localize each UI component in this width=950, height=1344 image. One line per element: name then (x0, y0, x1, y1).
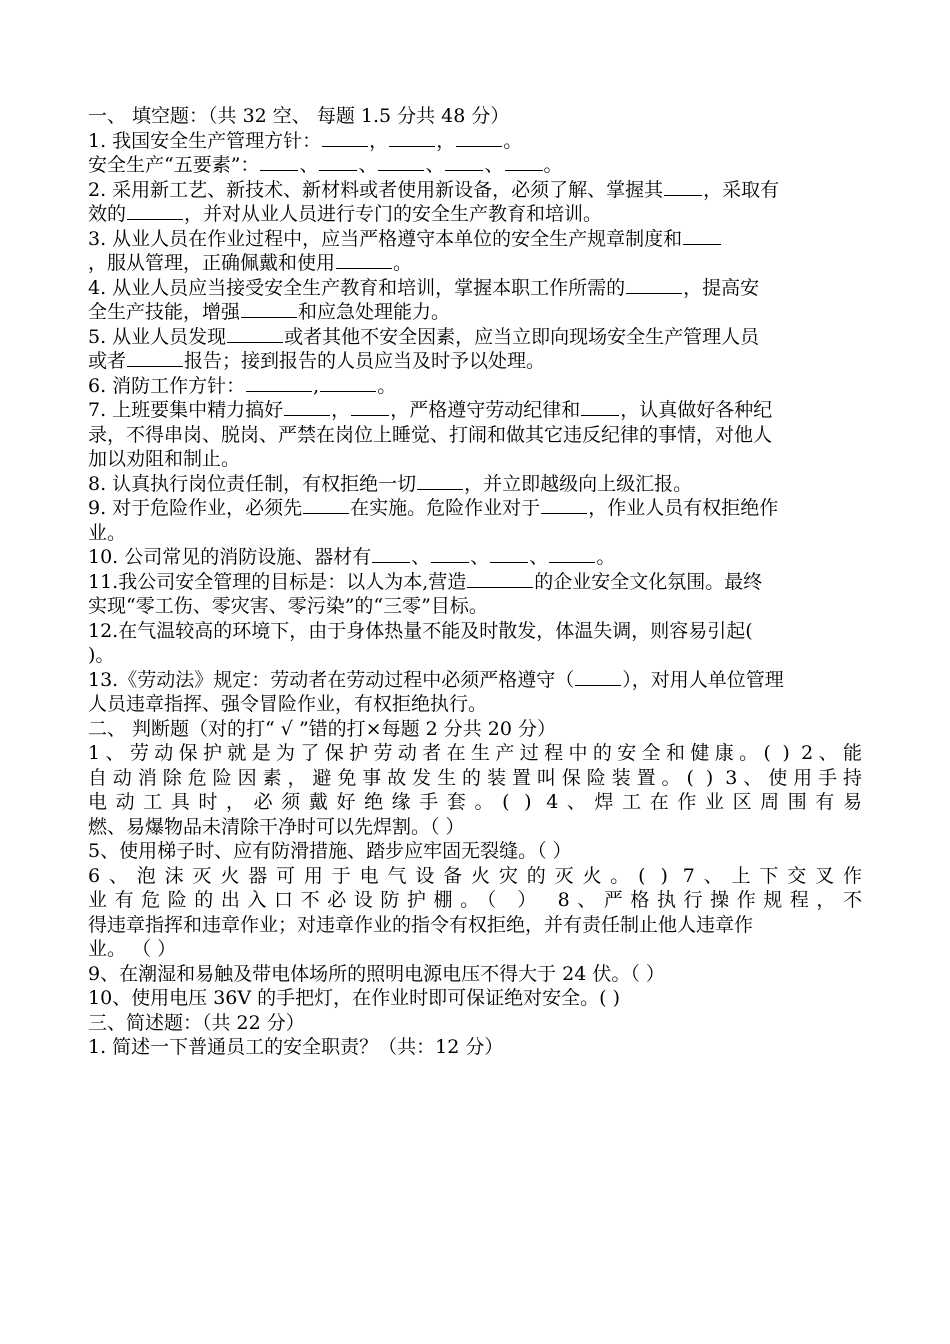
blank[interactable] (541, 496, 587, 514)
blank[interactable] (260, 153, 298, 171)
q7-line2: 录，不得串岗、脱岗、严禁在岗位上睡觉、打闹和做其它违反纪律的事情，对他人 (88, 423, 773, 446)
blank[interactable] (431, 545, 469, 563)
tf-line-11: 10、使用电压 36V 的手把灯，在作业时即可保证绝对安全。( ) (88, 987, 621, 1009)
blank[interactable] (284, 398, 330, 416)
section1-title: 一、 填空题：（共 32 空、 每题 1.5 分共 48 分） (88, 105, 510, 127)
section2-title: 二、 判断题（对的打“ √ ”错的打×每题 2 分共 20 分） (88, 717, 556, 740)
tf-line-3: 电动工具时，必须戴好绝缘手套。( ) 4、焊工在作业区周围有易 (88, 791, 862, 813)
tf-line-9: 业。 （ ） (88, 938, 177, 960)
tf-line-7: 业有危险的出入口不必设防护棚。（ ） 8、严格执行操作规程，不 (88, 889, 862, 911)
blank[interactable] (320, 374, 376, 392)
blank[interactable] (581, 398, 619, 416)
blank[interactable] (417, 472, 463, 490)
q8-line: 8. 认真执行岗位责任制，有权拒绝一切 ，并立即越级向上级汇报。 (88, 472, 693, 495)
blank[interactable] (378, 153, 424, 171)
blank[interactable] (490, 545, 528, 563)
blank[interactable] (445, 153, 483, 171)
q3-line1: 3. 从业人员在作业过程中，应当严格遵守本单位的安全生产规章制度和 (88, 227, 862, 252)
blank[interactable] (683, 227, 721, 245)
blank[interactable] (575, 668, 621, 686)
blank[interactable] (549, 545, 595, 563)
q6-line: 6. 消防工作方针： , 。 (88, 374, 397, 397)
tf-line-6: 6、泡沫灭火器可用于电气设备火灾的灭火。( ) 7、上下交叉作 (88, 864, 862, 887)
q5-line1: 5. 从业人员发现 或者其他不安全因素，应当立即向现场安全生产管理人员 (88, 325, 760, 348)
q2-line1: 2. 采用新工艺、新技术、新材料或者使用新设备，必须了解、掌握其 ，采取有 (88, 178, 780, 201)
blank[interactable] (456, 129, 502, 147)
blank[interactable] (241, 300, 297, 318)
q9-line2: 业。 (88, 521, 127, 544)
exam-page (88, 104, 862, 1060)
tf-line-8: 得违章指挥和违章作业；对违章作业的指令有权拒绝，并有责任制止他人违章作 (88, 913, 754, 936)
q13-line2: 人员违章指挥、强令冒险作业，有权拒绝执行。 (88, 693, 488, 715)
blank[interactable] (246, 374, 312, 392)
q1-line2: 安全生产“五要素”： 、 、 、 、 。 (88, 154, 563, 176)
q11-line1: 11.我公司安全管理的目标是：以人为本,营造 的企业安全文化氛围。最终 (88, 570, 763, 593)
section3-title: 三、简述题：（共 22 分） (88, 1011, 305, 1034)
blank[interactable] (127, 349, 183, 367)
blank[interactable] (227, 325, 283, 343)
blank[interactable] (467, 570, 533, 588)
blank[interactable] (336, 251, 392, 269)
blank[interactable] (322, 129, 368, 147)
blank[interactable] (664, 178, 702, 196)
blank[interactable] (319, 153, 357, 171)
tf-line-2: 自动消除危险因素，避免事故发生的装置叫保险装置。( ) 3、使用手持 (88, 766, 862, 789)
blank[interactable] (127, 202, 183, 220)
q2-line2: 效的 ，并对从业人员进行专门的安全生产教育和培训。 (88, 203, 603, 225)
q9-line1: 9. 对于危险作业，必须先 在实施。危险作业对于 ，作业人员有权拒绝作 (88, 497, 779, 519)
tf-line-5: 5、使用梯子时、应有防滑措施、踏步应牢固无裂缝。（ ） (88, 840, 572, 862)
blank[interactable] (303, 496, 349, 514)
q7-line1: 7. 上班要集中精力搞好 ， ，严格遵守劳动纪律和 ，认真做好各种纪 (88, 399, 773, 421)
tf-line-1: 1、劳动保护就是为了保护劳动者在生产过程中的安全和健康。( ) 2、能 (88, 742, 862, 764)
q1-text: 1. 我国安全生产管理方针： (88, 129, 322, 152)
q10-line: 10. 公司常见的消防设施、器材有 、 、 、 。 (88, 546, 616, 568)
blank[interactable] (351, 398, 389, 416)
q4-line2: 全生产技能，增强 和应急处理能力。 (88, 301, 451, 323)
q3-line2: ，服从管理，正确佩戴和使用 。 (88, 252, 413, 274)
blank[interactable] (505, 153, 543, 171)
tf-line-10: 9、在潮湿和易触及带电体场所的照明电源电压不得大于 24 伏。（ ） (88, 962, 665, 985)
q11-line2: 实现“零工伤、零灾害、零污染”的“三零”目标。 (88, 595, 488, 617)
q1-line1: 1. 我国安全生产管理方针： ， ， 。 (88, 129, 523, 152)
q12-line1: 12.在气温较高的环境下，由于身体热量不能及时散发，体温失调，则容易引起( (88, 619, 753, 642)
q12-line2: )。 (88, 644, 115, 666)
q7-line3: 加以劝阻和制止。 (88, 448, 241, 470)
q13-line1: 13.《劳动法》规定：劳动者在劳动过程中必须严格遵守（ ），对用人单位管理 (88, 668, 784, 691)
five-elements-text: 安全生产“五要素”： (88, 154, 260, 176)
tf-line-4: 燃、易爆物品未清除干净时可以先焊割。（ ） (88, 815, 465, 838)
s3-q1: 1. 简述一下普通员工的安全职责？（共：12 分） (88, 1036, 504, 1058)
q5-line2: 或者 报告；接到报告的人员应当及时予以处理。 (88, 350, 546, 372)
blank[interactable] (372, 545, 410, 563)
blank[interactable] (389, 129, 435, 147)
blank[interactable] (626, 276, 682, 294)
q4-line1: 4. 从业人员应当接受安全生产教育和培训，掌握本职工作所需的 ，提高安 (88, 276, 760, 299)
